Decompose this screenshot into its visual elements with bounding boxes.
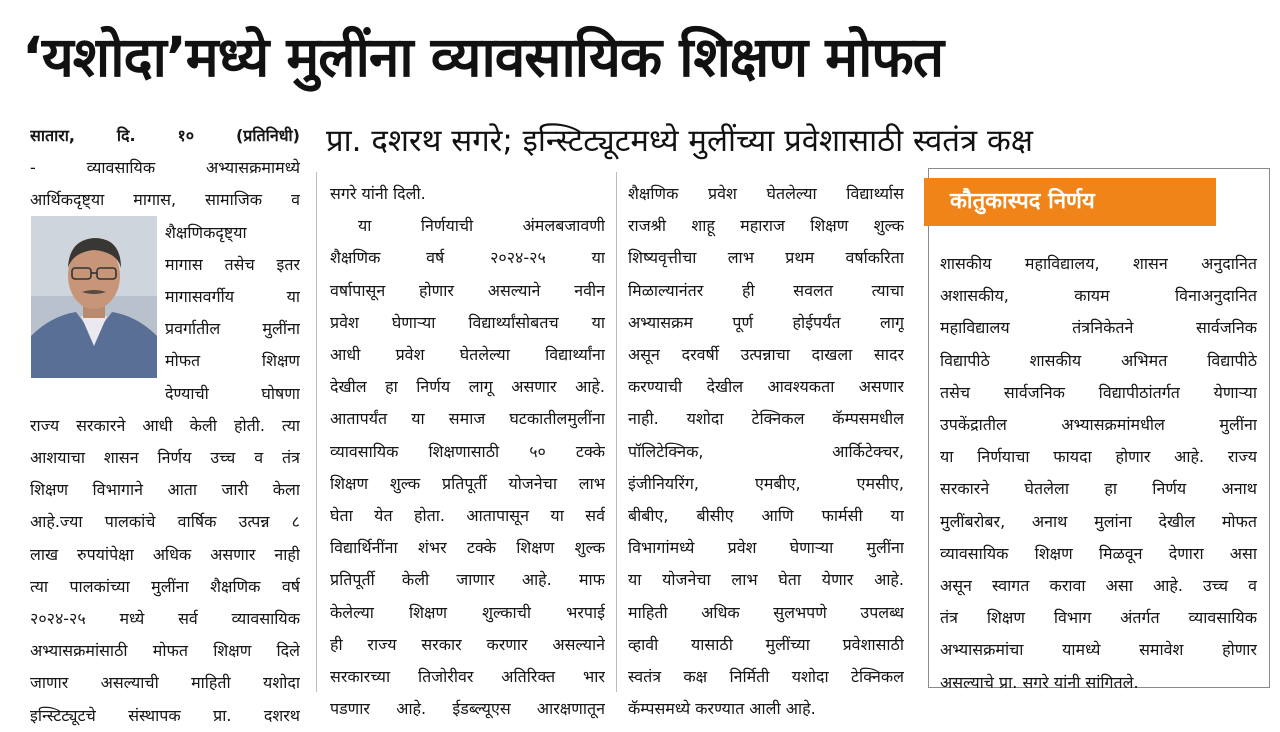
col2-line: शैक्षणिक वर्ष २०२४-२५ या (330, 248, 605, 268)
sidebar-heading: कौतुकास्पद निर्णय (924, 178, 1216, 226)
col2-line: प्रवेश घेणाऱ्या विद्यार्थ्यांसोबतच या (330, 312, 605, 332)
col2-line: प्रतिपूर्ती केली जाणार आहे. माफ (330, 570, 605, 590)
col2-line: पडणार आहे. ईडब्ल्यूएस आरक्षणातून (330, 699, 605, 719)
sidebar-line: या निर्णयाचा फायदा होणार आहे. राज्य (940, 447, 1257, 467)
col3-line: करण्याची देखील आवश्यकता असणार (628, 377, 904, 397)
col1-line: प्रवर्गातील मुलींना (165, 319, 300, 339)
sidebar-line: सरकारने घेतलेला हा निर्णय अनाथ (940, 479, 1257, 499)
article-column-3 (628, 178, 904, 725)
sidebar-line: शासकीय महाविद्यालय, शासन अनुदानित (940, 254, 1257, 273)
sidebar-line: असल्याचे प्रा. सगरे यांनी सांगितले. (940, 672, 1139, 692)
col3-line: असून दरवर्षी उत्पन्नाचा दाखला सादर (628, 345, 904, 365)
article-column-1 (30, 120, 300, 732)
col2-line: या निर्णयाची अंमलबजावणी (358, 216, 605, 236)
sidebar-text (940, 248, 1257, 699)
sidebar-line: तसेच सार्वजनिक विद्यापीठांतर्गत येणाऱ्या (940, 382, 1257, 402)
col2-line: देखील हा निर्णय लागू असणार आहे. (330, 377, 605, 397)
col1-line: आहे.ज्या पालकांचे वार्षिक उत्पन्न ८ (30, 512, 300, 532)
col3-line: विभागांमध्ये प्रवेश घेणाऱ्या मुलींना (628, 538, 904, 558)
sidebar-line: विद्यापीठे शासकीय अभिमत विद्यापीठे (940, 350, 1257, 370)
sidebar-line: अभ्यासक्रमांचा यामध्ये समावेश होणार (940, 640, 1257, 660)
col2-line: आतापर्यंत या समाज घटकातीलमुलींना (330, 409, 605, 429)
sidebar-line: महाविद्यालय तंत्रनिकेतने सार्वजनिक (940, 318, 1257, 338)
col1-line: जाणार असल्याची माहिती यशोदा (30, 673, 300, 693)
col2-line: सगरे यांनी दिली. (330, 184, 426, 203)
col2-line: आधी प्रवेश घेतलेल्या विद्यार्थ्यांना (330, 345, 605, 365)
col1-line: मागास तसेच इतर (165, 254, 300, 274)
col2-line: ही राज्य सरकार करणार असल्याने (330, 634, 605, 654)
col2-line: शिक्षण शुल्क प्रतिपूर्ती योजनेचा लाभ (330, 473, 605, 493)
col3-line: या योजनेचा लाभ घेता येणार आहे. (628, 570, 904, 590)
col1-line: देण्याची घोषणा (165, 383, 300, 403)
column-rule (616, 172, 617, 692)
col1-line: मागासवर्गीय या (165, 287, 300, 307)
col1-line: - व्यावसायिक अभ्यासक्रमामध्ये (30, 158, 300, 178)
col1-line: मोफत शिक्षण (165, 351, 300, 371)
col1-line: लाख रुपयांपेक्षा अधिक असणार नाही (30, 544, 300, 564)
col1-line: अभ्यासक्रमांसाठी मोफत शिक्षण दिले (30, 641, 300, 661)
col1-line: राज्य सरकारने आधी केली होती. त्या (30, 415, 300, 435)
col2-line: वर्षापासून होणार असल्याने नवीन (330, 280, 605, 300)
col2-line: विद्यार्थिनींना शंभर टक्के शिक्षण शुल्क (330, 538, 605, 558)
col3-line: कॅम्पसमध्ये करण्यात आली आहे. (628, 699, 816, 719)
portrait-icon (31, 216, 157, 378)
col2-line: व्यावसायिक शिक्षणासाठी ५० टक्के (330, 441, 605, 461)
col1-line: आशयाचा शासन निर्णय उच्च व तंत्र (30, 448, 300, 468)
col3-line: इंजीनियरिंग, एमबीए, एमसीए, (628, 473, 904, 493)
article-column-2 (330, 178, 605, 725)
col3-line: राजश्री शाहू महाराज शिक्षण शुल्क (628, 216, 904, 236)
dateline: सातारा, दि. १० (प्रतिनिधी) (30, 126, 300, 145)
sidebar-line: मुलींबरोबर, अनाथ मुलांना देखील मोफत (940, 511, 1257, 531)
col3-line: शिष्यवृत्तीचा लाभ प्रथम वर्षाकरिता (628, 248, 904, 268)
col3-line: बीबीए, बीसीए आणि फार्मसी या (628, 506, 904, 526)
col3-line: स्वतंत्र कक्ष निर्मिती यशोदा टेक्निकल (628, 667, 904, 687)
col3-line: पॉलिटेक्निक, आर्किटेक्चर, (628, 441, 904, 461)
headline: ‘यशोदा’मध्ये मुलींना व्यावसायिक शिक्षण मोफत (22, 25, 944, 89)
col3-line: अभ्यासक्रम पूर्ण होईपर्यंत लागू (628, 312, 904, 332)
col3-line: नाही. यशोदा टेक्निकल कॅम्पसमधील (628, 409, 904, 429)
col1-line: शैक्षणिकदृष्ट्या (165, 222, 247, 242)
sidebar-line: उपकेंद्रातील अभ्यासक्रमांमधील मुलींना (940, 415, 1257, 435)
col3-line: व्हावी यासाठी मुलींच्या प्रवेशासाठी (628, 634, 904, 654)
col2-line: सरकारच्या तिजोरीवर अतिरिक्त भार (330, 667, 605, 687)
col3-line: मिळाल्यानंतर ही सवलत त्याचा (628, 280, 904, 300)
column-rule (316, 172, 317, 692)
col2-line: घेता येत होता. आतापासून या सर्व (330, 506, 605, 526)
sidebar-line: अशासकीय, कायम विनाअनुदानित (940, 286, 1257, 306)
subheadline: प्रा. दशरथ सगरे; इन्स्टिट्यूटमध्ये मुलींच्या प्रवेशासाठी स्वतंत्र कक्ष (326, 123, 1033, 159)
sidebar-line: तंत्र शिक्षण विभाग अंतर्गत व्यावसायिक (940, 608, 1257, 628)
col2-line: केलेल्या शिक्षण शुल्काची भरपाई (330, 602, 605, 622)
col1-line: आर्थिकदृष्ट्या मागास, सामाजिक व (30, 190, 300, 210)
sidebar-line: असून स्वागत करावा असा आहे. उच्च व (940, 576, 1257, 596)
col1-line: २०२४-२५ मध्ये सर्व व्यावसायिक (30, 609, 300, 629)
sidebar-line: व्यावसायिक शिक्षण मिळवून देणारा असा (940, 543, 1257, 563)
col1-line: इन्स्टिट्यूटचे संस्थापक प्रा. दशरथ (30, 705, 300, 725)
col3-line: माहिती अधिक सुलभपणे उपलब्ध (628, 602, 904, 622)
col1-line: त्या पालकांच्या मुलींना शैक्षणिक वर्ष (30, 576, 300, 596)
portrait-photo (31, 216, 157, 378)
col3-line: शैक्षणिक प्रवेश घेतलेल्या विद्यार्थ्यास (628, 184, 904, 203)
col1-line: शिक्षण विभागाने आता जारी केला (30, 480, 300, 500)
